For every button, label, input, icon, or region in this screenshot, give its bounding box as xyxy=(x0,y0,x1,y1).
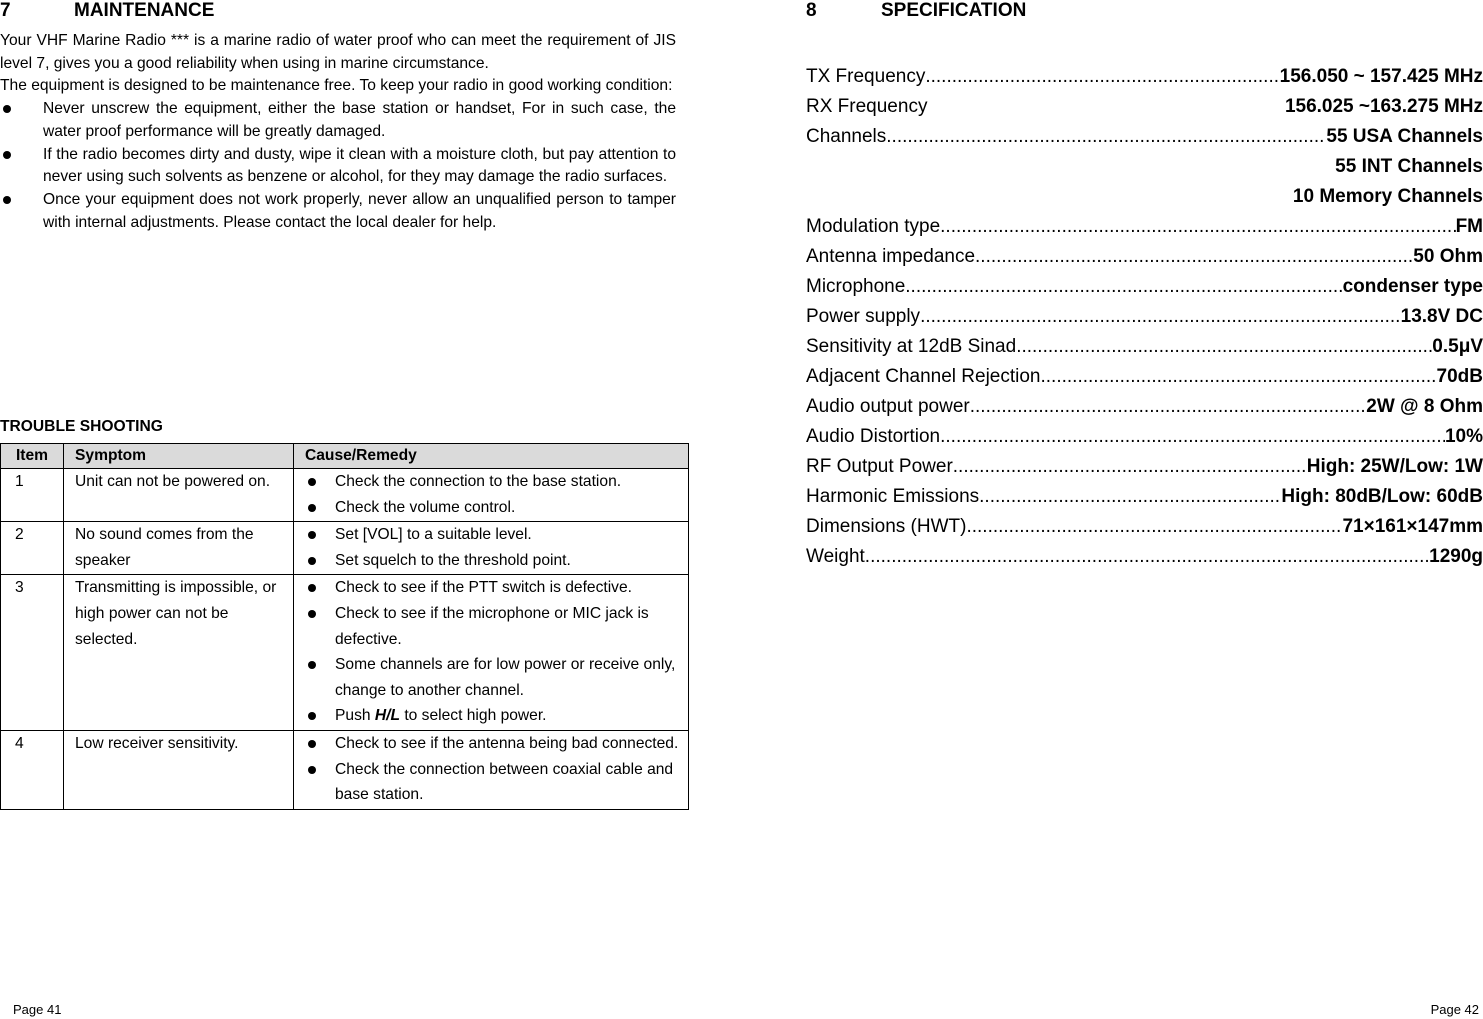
section-heading-specification xyxy=(806,0,1026,22)
spec-label: Weight xyxy=(806,546,865,567)
spec-continuation: 10 Memory Channels xyxy=(1292,186,1483,207)
spec-value: 71×161×147mm xyxy=(1342,516,1483,537)
spec-label: RX Frequency xyxy=(806,96,928,117)
spec-row-harmonic-emissions xyxy=(806,482,1483,512)
bullet-icon xyxy=(308,557,316,565)
remedy-item: Check to see if the PTT switch is defective. xyxy=(305,575,688,601)
symptom-cell: Unit can not be powered on. xyxy=(64,469,294,522)
remedy-item: Check the connection to the base station. xyxy=(305,469,688,495)
trouble-shooting-table xyxy=(0,443,689,810)
bullet-icon xyxy=(308,766,316,774)
symptom-cell: Low receiver sensitivity. xyxy=(64,730,294,809)
key-label: H/L xyxy=(374,707,401,725)
spec-label: Audio Distortion xyxy=(806,426,941,447)
item-cell: 2 xyxy=(1,522,64,575)
bullet-icon xyxy=(308,478,316,486)
spec-row-sensitivity xyxy=(806,332,1483,362)
bullet-icon xyxy=(308,584,316,592)
bullet-icon xyxy=(3,105,11,113)
column-header-symptom: Symptom xyxy=(64,444,294,469)
section-number: 7 xyxy=(0,0,11,21)
section-heading-maintenance xyxy=(0,0,214,22)
bullet-icon xyxy=(308,712,316,720)
spec-value: 0.5μV xyxy=(1432,336,1483,357)
spec-value: 55 USA Channels xyxy=(1326,126,1483,147)
paragraph: Your VHF Marine Radio *** is a marine radio of water proof who can meet the requirement of JIS level 7, gives you a good reliability when using in marine circumstance. xyxy=(0,32,676,72)
spec-value: 156.050 ~ 157.425 MHz xyxy=(1279,66,1483,87)
remedy-item: Check to see if the microphone or MIC jack is defective. xyxy=(305,601,688,652)
spec-value: High: 80dB/Low: 60dB xyxy=(1281,486,1483,507)
bullet-icon xyxy=(308,740,316,748)
paragraph: The equipment is designed to be maintenance free. To keep your radio in good working condition: xyxy=(0,77,673,95)
bullet-icon xyxy=(308,531,316,539)
maintenance-body xyxy=(0,30,676,234)
item-cell: 3 xyxy=(1,575,64,731)
spec-value: 156.025 ~163.275 MHz xyxy=(1284,96,1483,117)
spec-row-audio-output-power xyxy=(806,392,1483,422)
section-number: 8 xyxy=(806,0,817,21)
spec-label: Audio output power xyxy=(806,396,970,417)
table-row xyxy=(1,469,689,522)
spec-label: TX Frequency xyxy=(806,66,926,87)
spec-row-rf-output-power xyxy=(806,452,1483,482)
spec-row-dimensions xyxy=(806,512,1483,542)
remedy-item: Some channels are for low power or receive only, change to another channel. xyxy=(305,652,688,703)
right-page xyxy=(806,0,1483,1019)
spec-value: condenser type xyxy=(1342,276,1483,297)
spec-label: Microphone xyxy=(806,276,906,297)
bullet-item: If the radio becomes dirty and dusty, wipe it clean with a moisture cloth, but pay attention to never using such solvents as benzene or alcohol, for they may damage the radio surfaces. xyxy=(0,144,676,189)
spec-label: RF Output Power xyxy=(806,456,953,477)
trouble-shooting-title: TROUBLE SHOOTING xyxy=(0,418,163,435)
section-title: SPECIFICATION xyxy=(881,0,1027,21)
spec-label: Sensitivity at 12dB Sinad xyxy=(806,336,1017,357)
spec-row-modulation xyxy=(806,212,1483,242)
remedy-item: Set squelch to the threshold point. xyxy=(305,548,688,574)
spec-row-weight xyxy=(806,542,1483,572)
spec-row-rx-frequency xyxy=(806,92,1483,122)
spec-row-tx-frequency xyxy=(806,62,1483,92)
bullet-icon xyxy=(3,151,11,159)
spec-value: FM xyxy=(1455,216,1483,237)
remedy-item: Push H/L to select high power. xyxy=(305,703,688,729)
remedy-cell xyxy=(294,575,689,731)
page-number-left: Page 41 xyxy=(13,1002,62,1017)
remedy-item: Set [VOL] to a suitable level. xyxy=(305,522,688,548)
remedy-item: Check to see if the antenna being bad connected. xyxy=(305,731,688,757)
spec-value: High: 25W/Low: 1W xyxy=(1306,456,1483,477)
spec-label: Dimensions (HWT) xyxy=(806,516,967,537)
spec-row-antenna-impedance xyxy=(806,242,1483,272)
spec-row-channels xyxy=(806,122,1483,152)
remedy-item: Check the connection between coaxial cable and base station. xyxy=(305,757,688,808)
section-title: MAINTENANCE xyxy=(74,0,215,21)
table-row xyxy=(1,575,689,731)
symptom-cell: Transmitting is impossible, or high power can not be selected. xyxy=(64,575,294,731)
maintenance-bullets xyxy=(0,98,676,234)
table-header-row xyxy=(1,444,689,469)
bullet-icon xyxy=(308,661,316,669)
bullet-item: Once your equipment does not work properly, never allow an unqualified person to tamper with internal adjustments. Please contact the local dealer for help. xyxy=(0,189,676,234)
spec-value: 50 Ohm xyxy=(1413,246,1483,267)
spec-value: 1290g xyxy=(1429,546,1483,567)
bullet-item: Never unscrew the equipment, either the base station or handset, For in such case, the water proof performance will be greatly damaged. xyxy=(0,98,676,143)
remedy-item: Check the volume control. xyxy=(305,495,688,521)
spec-value: 2W @ 8 Ohm xyxy=(1366,396,1483,417)
item-cell: 4 xyxy=(1,730,64,809)
spec-row-audio-distortion xyxy=(806,422,1483,452)
spec-label: Channels xyxy=(806,126,887,147)
spec-label: Power supply xyxy=(806,306,921,327)
column-header-remedy: Cause/Remedy xyxy=(294,444,689,469)
column-header-item: Item xyxy=(1,444,64,469)
spec-label: Harmonic Emissions xyxy=(806,486,980,507)
table-row xyxy=(1,730,689,809)
remedy-cell xyxy=(294,469,689,522)
symptom-cell: No sound comes from the speaker xyxy=(64,522,294,575)
table-row xyxy=(1,522,689,575)
left-page xyxy=(0,0,690,1019)
spec-row-microphone xyxy=(806,272,1483,302)
spec-value: 70dB xyxy=(1436,366,1483,387)
bullet-icon xyxy=(3,196,11,204)
spec-row-power-supply xyxy=(806,302,1483,332)
spec-label: Adjacent Channel Rejection xyxy=(806,366,1041,387)
bullet-icon xyxy=(308,504,316,512)
page-number-right: Page 42 xyxy=(1430,1002,1479,1017)
bullet-icon xyxy=(308,610,316,618)
spec-value: 13.8V DC xyxy=(1400,306,1483,327)
spec-continuation: 55 INT Channels xyxy=(1335,156,1483,177)
spec-row-adjacent-channel-rejection xyxy=(806,362,1483,392)
specification-list xyxy=(806,62,1483,572)
spec-value: 10% xyxy=(1444,426,1483,447)
remedy-cell xyxy=(294,730,689,809)
spec-label: Modulation type xyxy=(806,216,941,237)
remedy-cell xyxy=(294,522,689,575)
spec-label: Antenna impedance xyxy=(806,246,976,267)
item-cell: 1 xyxy=(1,469,64,522)
